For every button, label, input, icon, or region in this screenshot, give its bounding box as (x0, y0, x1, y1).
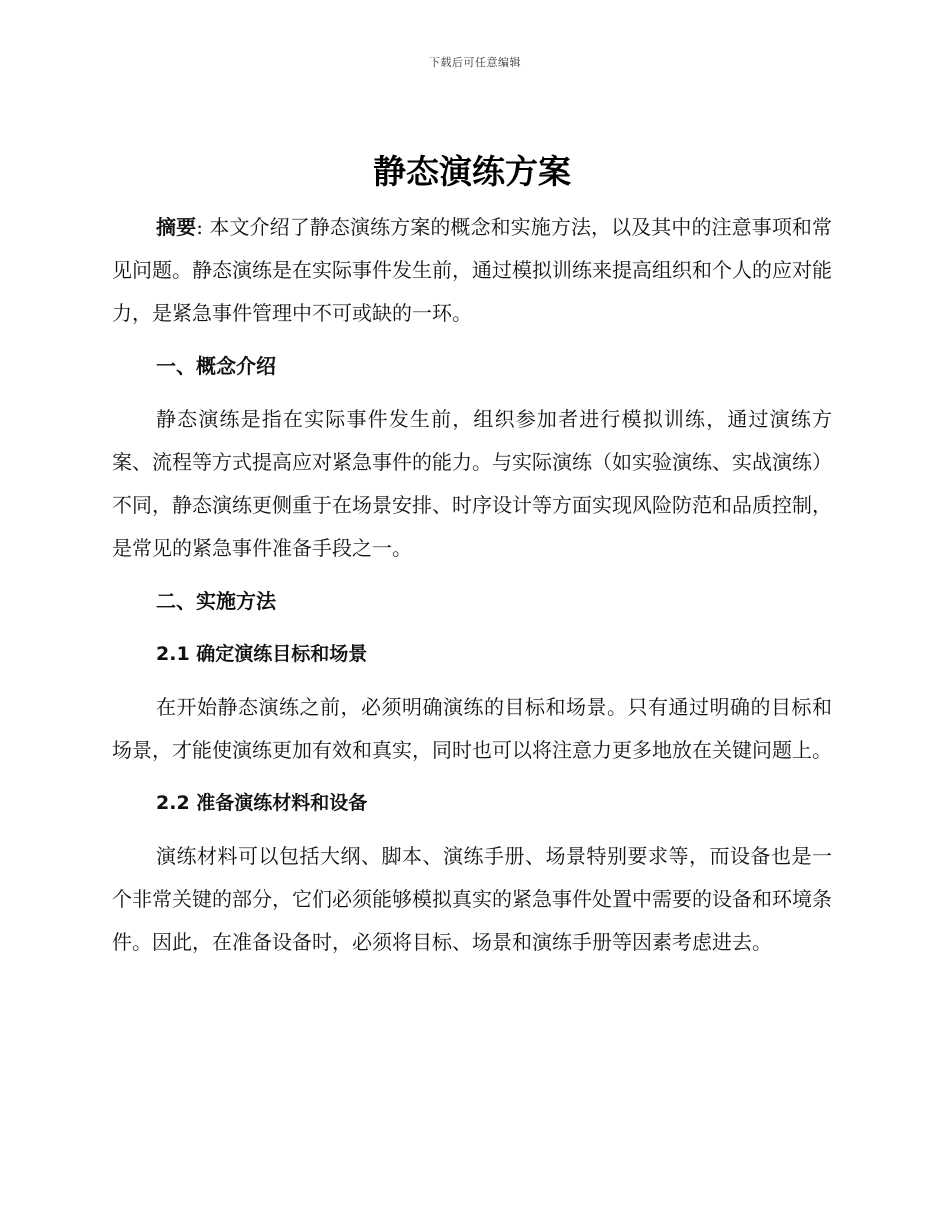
document-title: 静态演练方案 (373, 152, 571, 191)
section-paragraph-concept: 静态演练是指在实际事件发生前，组织参加者进行模拟训练，通过演练方案、流程等方式提高应对紧急事件的能力。与实际演练（如实验演练、实战演练）不同，静态演练更侧重于在场景安排、时序设计等方面实现风险防范和品质控制，是常见的紧急事件准备手段之一。 (112, 407, 832, 560)
document-body (112, 148, 832, 964)
section-heading-concept: 一、概念介绍 (156, 354, 276, 378)
section-heading-method: 二、实施方法 (156, 589, 276, 613)
abstract-paragraph (112, 206, 832, 335)
subsection-heading-2-1: 2.1 确定演练目标和场景 (156, 643, 368, 665)
subsection-paragraph-2-1: 在开始静态演练之前，必须明确演练的目标和场景。只有通过明确的目标和场景，才能使演练更加有效和真实，同时也可以将注意力更多地放在关键问题上。 (112, 695, 832, 762)
abstract-label: 摘要 (156, 215, 197, 239)
header-note: 下载后可任意编辑 (429, 56, 521, 69)
subsection-paragraph-2-2: 演练材料可以包括大纲、脚本、演练手册、场景特别要求等，而设备也是一个非常关键的部分，它们必须能够模拟真实的紧急事件处置中需要的设备和环境条件。因此，在准备设备时，必须将目标、场景和演练手册等因素考虑进去。 (112, 844, 832, 954)
subsection-heading-2-2: 2.2 准备演练材料和设备 (156, 792, 368, 814)
abstract-text: : 本文介绍了静态演练方案的概念和实施方法，以及其中的注意事项和常见问题。静态演练是在实际事件发生前，通过模拟训练来提高组织和个人的应对能力，是紧急事件管理中不可或缺的一环。 (112, 215, 832, 325)
